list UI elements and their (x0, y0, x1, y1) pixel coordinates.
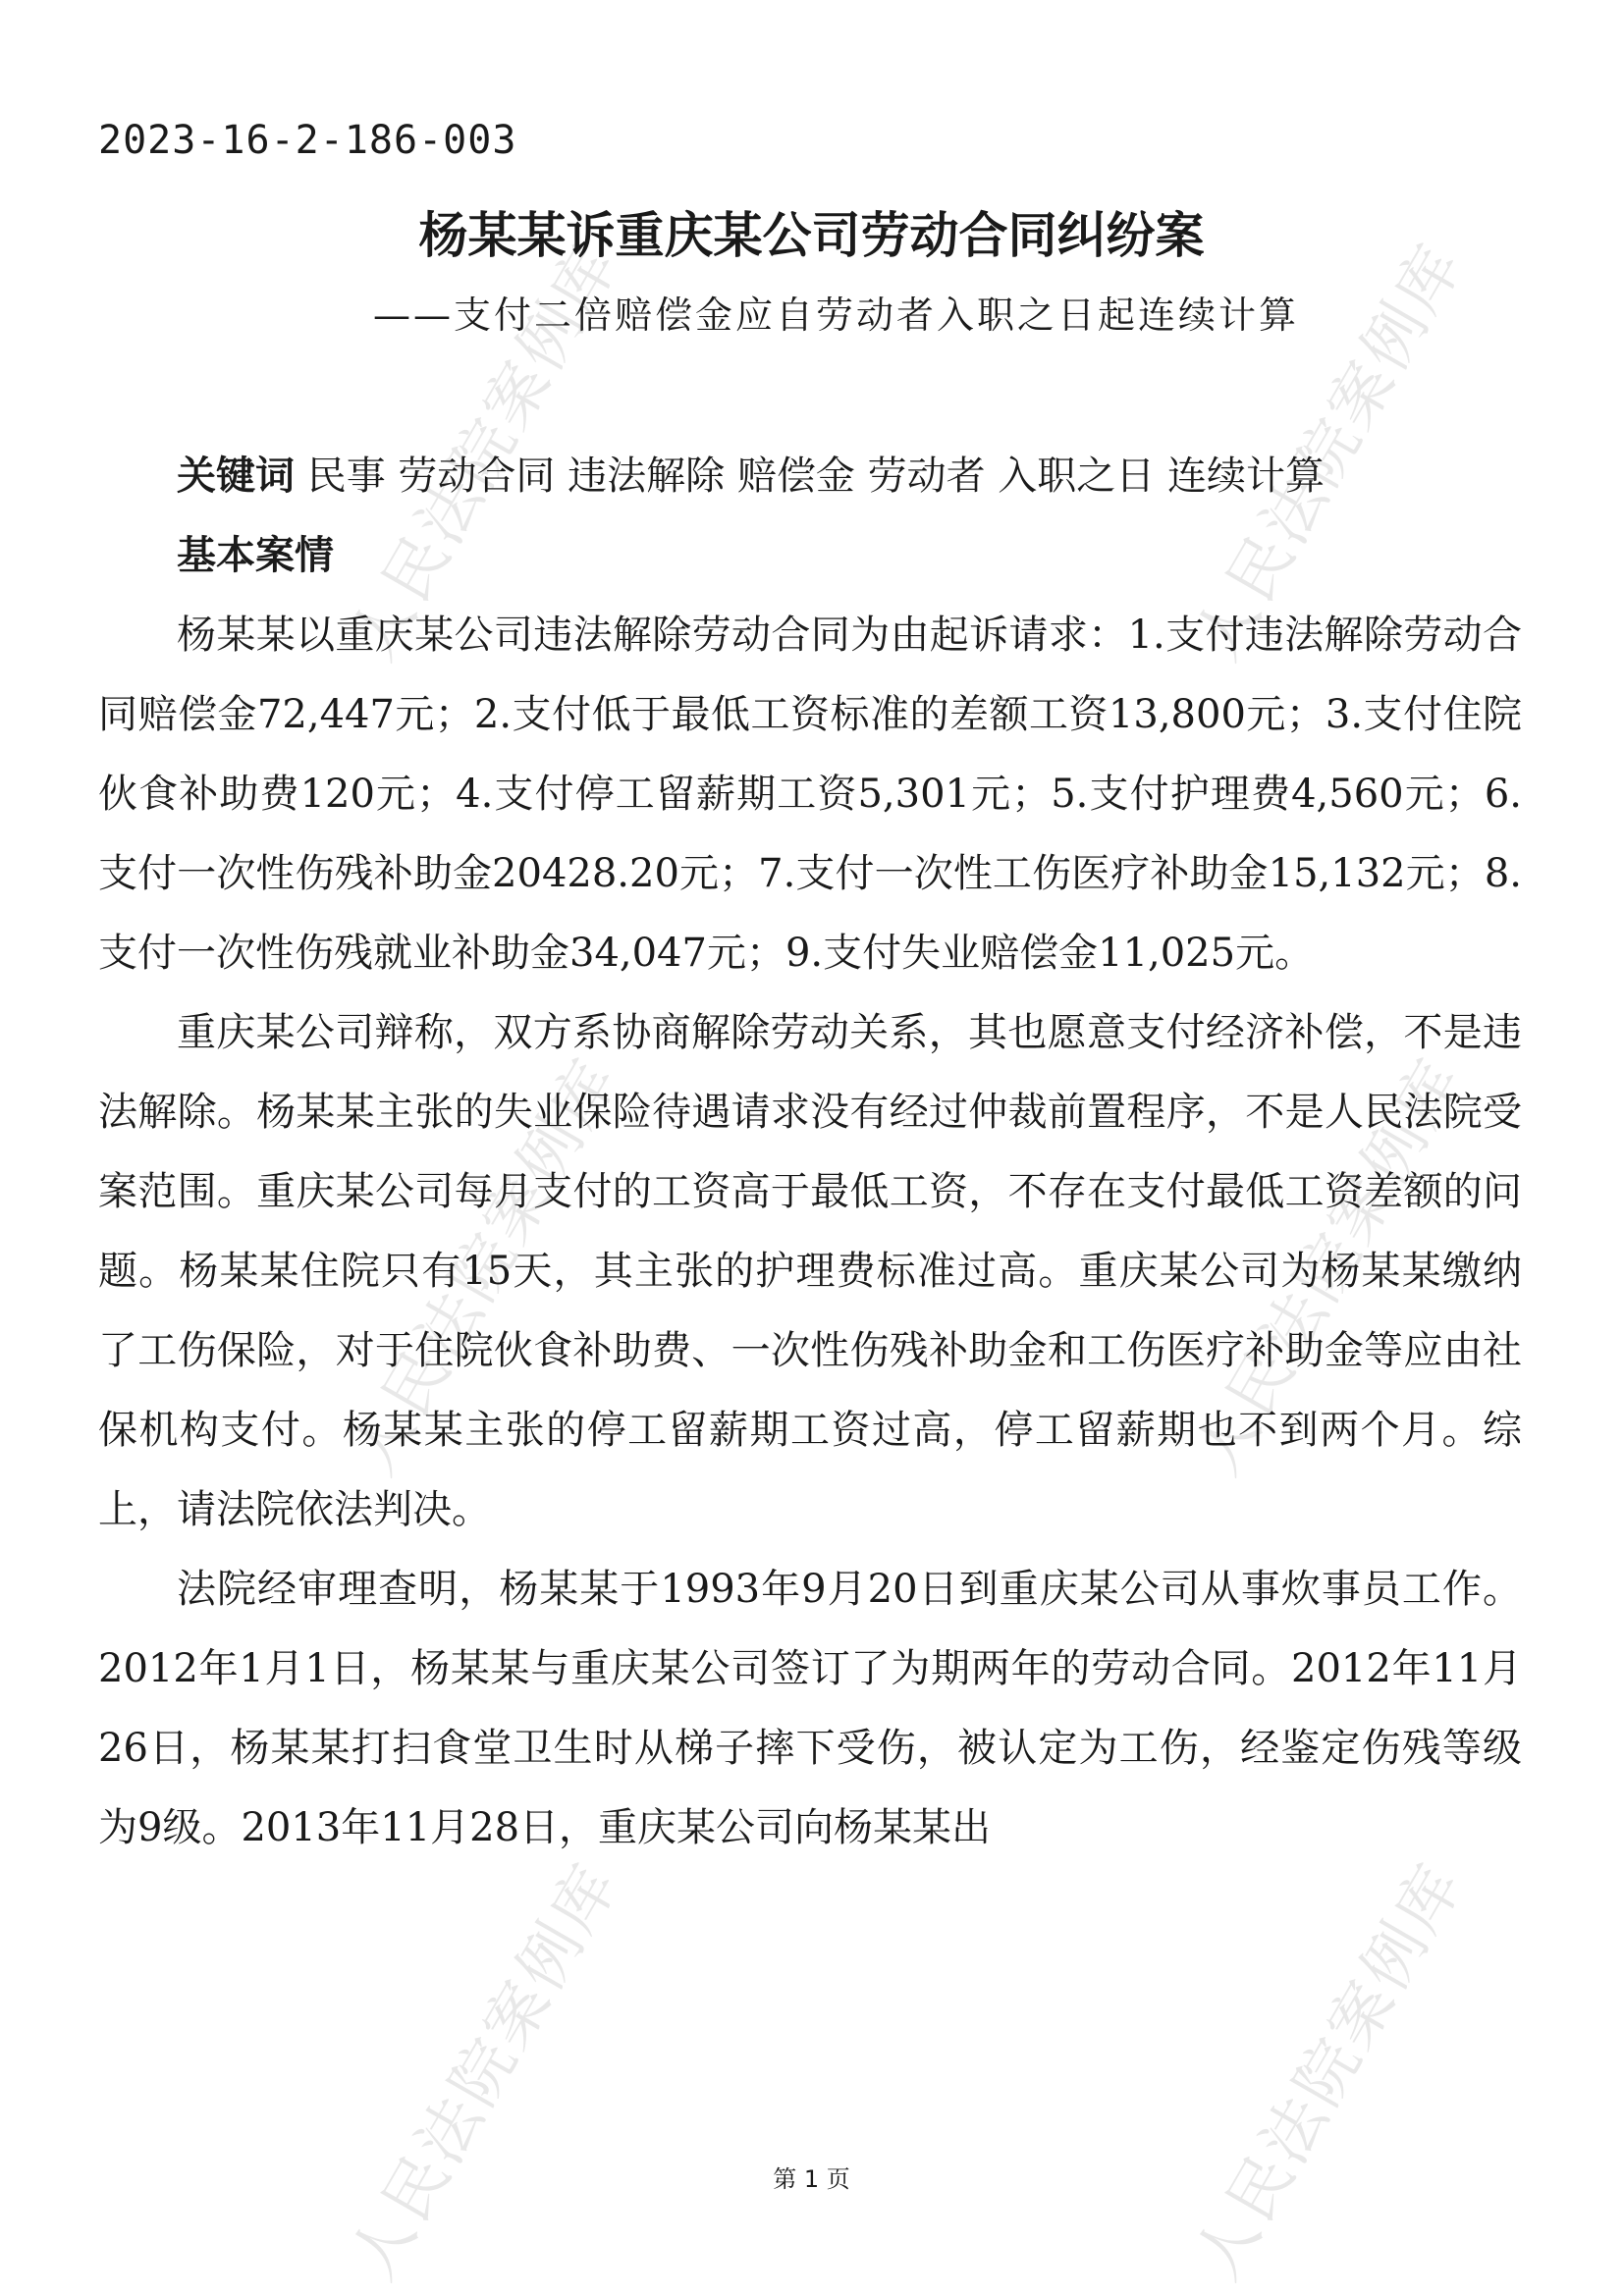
paragraph: 杨某某以重庆某公司违法解除劳动合同为由起诉请求：1.支付违法解除劳动合同赔偿金72,447元；2.支付低于最低工资标准的差额工资13,800元；3.支付住院伙食补助费120元；4.支付停工留薪期工资5,301元；5.支付护理费4,560元；6.支付一次性伤残补助金20428.20元；7.支付一次性工伤医疗补助金15,132元；8.支付一次性伤残就业补助金34,047元；9.支付失业赔偿金11,025元。 (98, 613, 1522, 976)
watermark: 人民法院案例库 (1180, 1045, 1479, 1487)
watermark: 人民法院案例库 (336, 1045, 634, 1487)
document-body (98, 437, 1522, 1868)
document-title: 杨某某诉重庆某公司劳动合同纠纷案 (418, 206, 1205, 264)
case-number: 2023-16-2-186-003 (98, 118, 517, 163)
keywords-terms: 民事 劳动合同 违法解除 赔偿金 劳动者 入职之日 连续计算 (306, 454, 1325, 499)
watermark: 人民法院案例库 (1180, 231, 1479, 672)
watermark: 人民法院案例库 (1180, 1850, 1479, 2292)
document-subtitle: ——支付二倍赔偿金应自劳动者入职之日起连续计算 (373, 294, 1300, 337)
paragraph: 重庆某公司辩称，双方系协商解除劳动关系，其也愿意支付经济补偿，不是违法解除。杨某某主张的失业保险待遇请求没有经过仲裁前置程序，不是人民法院受案范围。重庆某公司每月支付的工资高于最低工资，不存在支付最低工资差额的问题。杨某某住院只有15天，其主张的护理费标准过高。重庆某公司为杨某某缴纳了工伤保险，对于住院伙食补助费、一次性伤残补助金和工伤医疗补助金等应由社保机构支付。杨某某主张的停工留薪期工资过高，停工留薪期也不到两个月。综上，请法院依法判决。 (98, 1010, 1522, 1532)
keywords-line (98, 437, 1522, 516)
section-heading: 基本案情 (177, 533, 334, 578)
page-number: 第 1 页 (773, 2165, 850, 2193)
paragraph: 法院经审理查明，杨某某于1993年9月20日到重庆某公司从事炊事员工作。2012年1月1日，杨某某与重庆某公司签订了为期两年的劳动合同。2012年11月26日，杨某某打扫食堂卫生时从梯子摔下受伤，被认定为工伤，经鉴定伤残等级为9级。2013年11月28日，重庆某公司向杨某某出 (98, 1567, 1522, 1850)
keywords-label: 关键词 (177, 454, 295, 499)
watermark: 人民法院案例库 (336, 1850, 634, 2292)
watermark: 人民法院案例库 (336, 231, 634, 672)
